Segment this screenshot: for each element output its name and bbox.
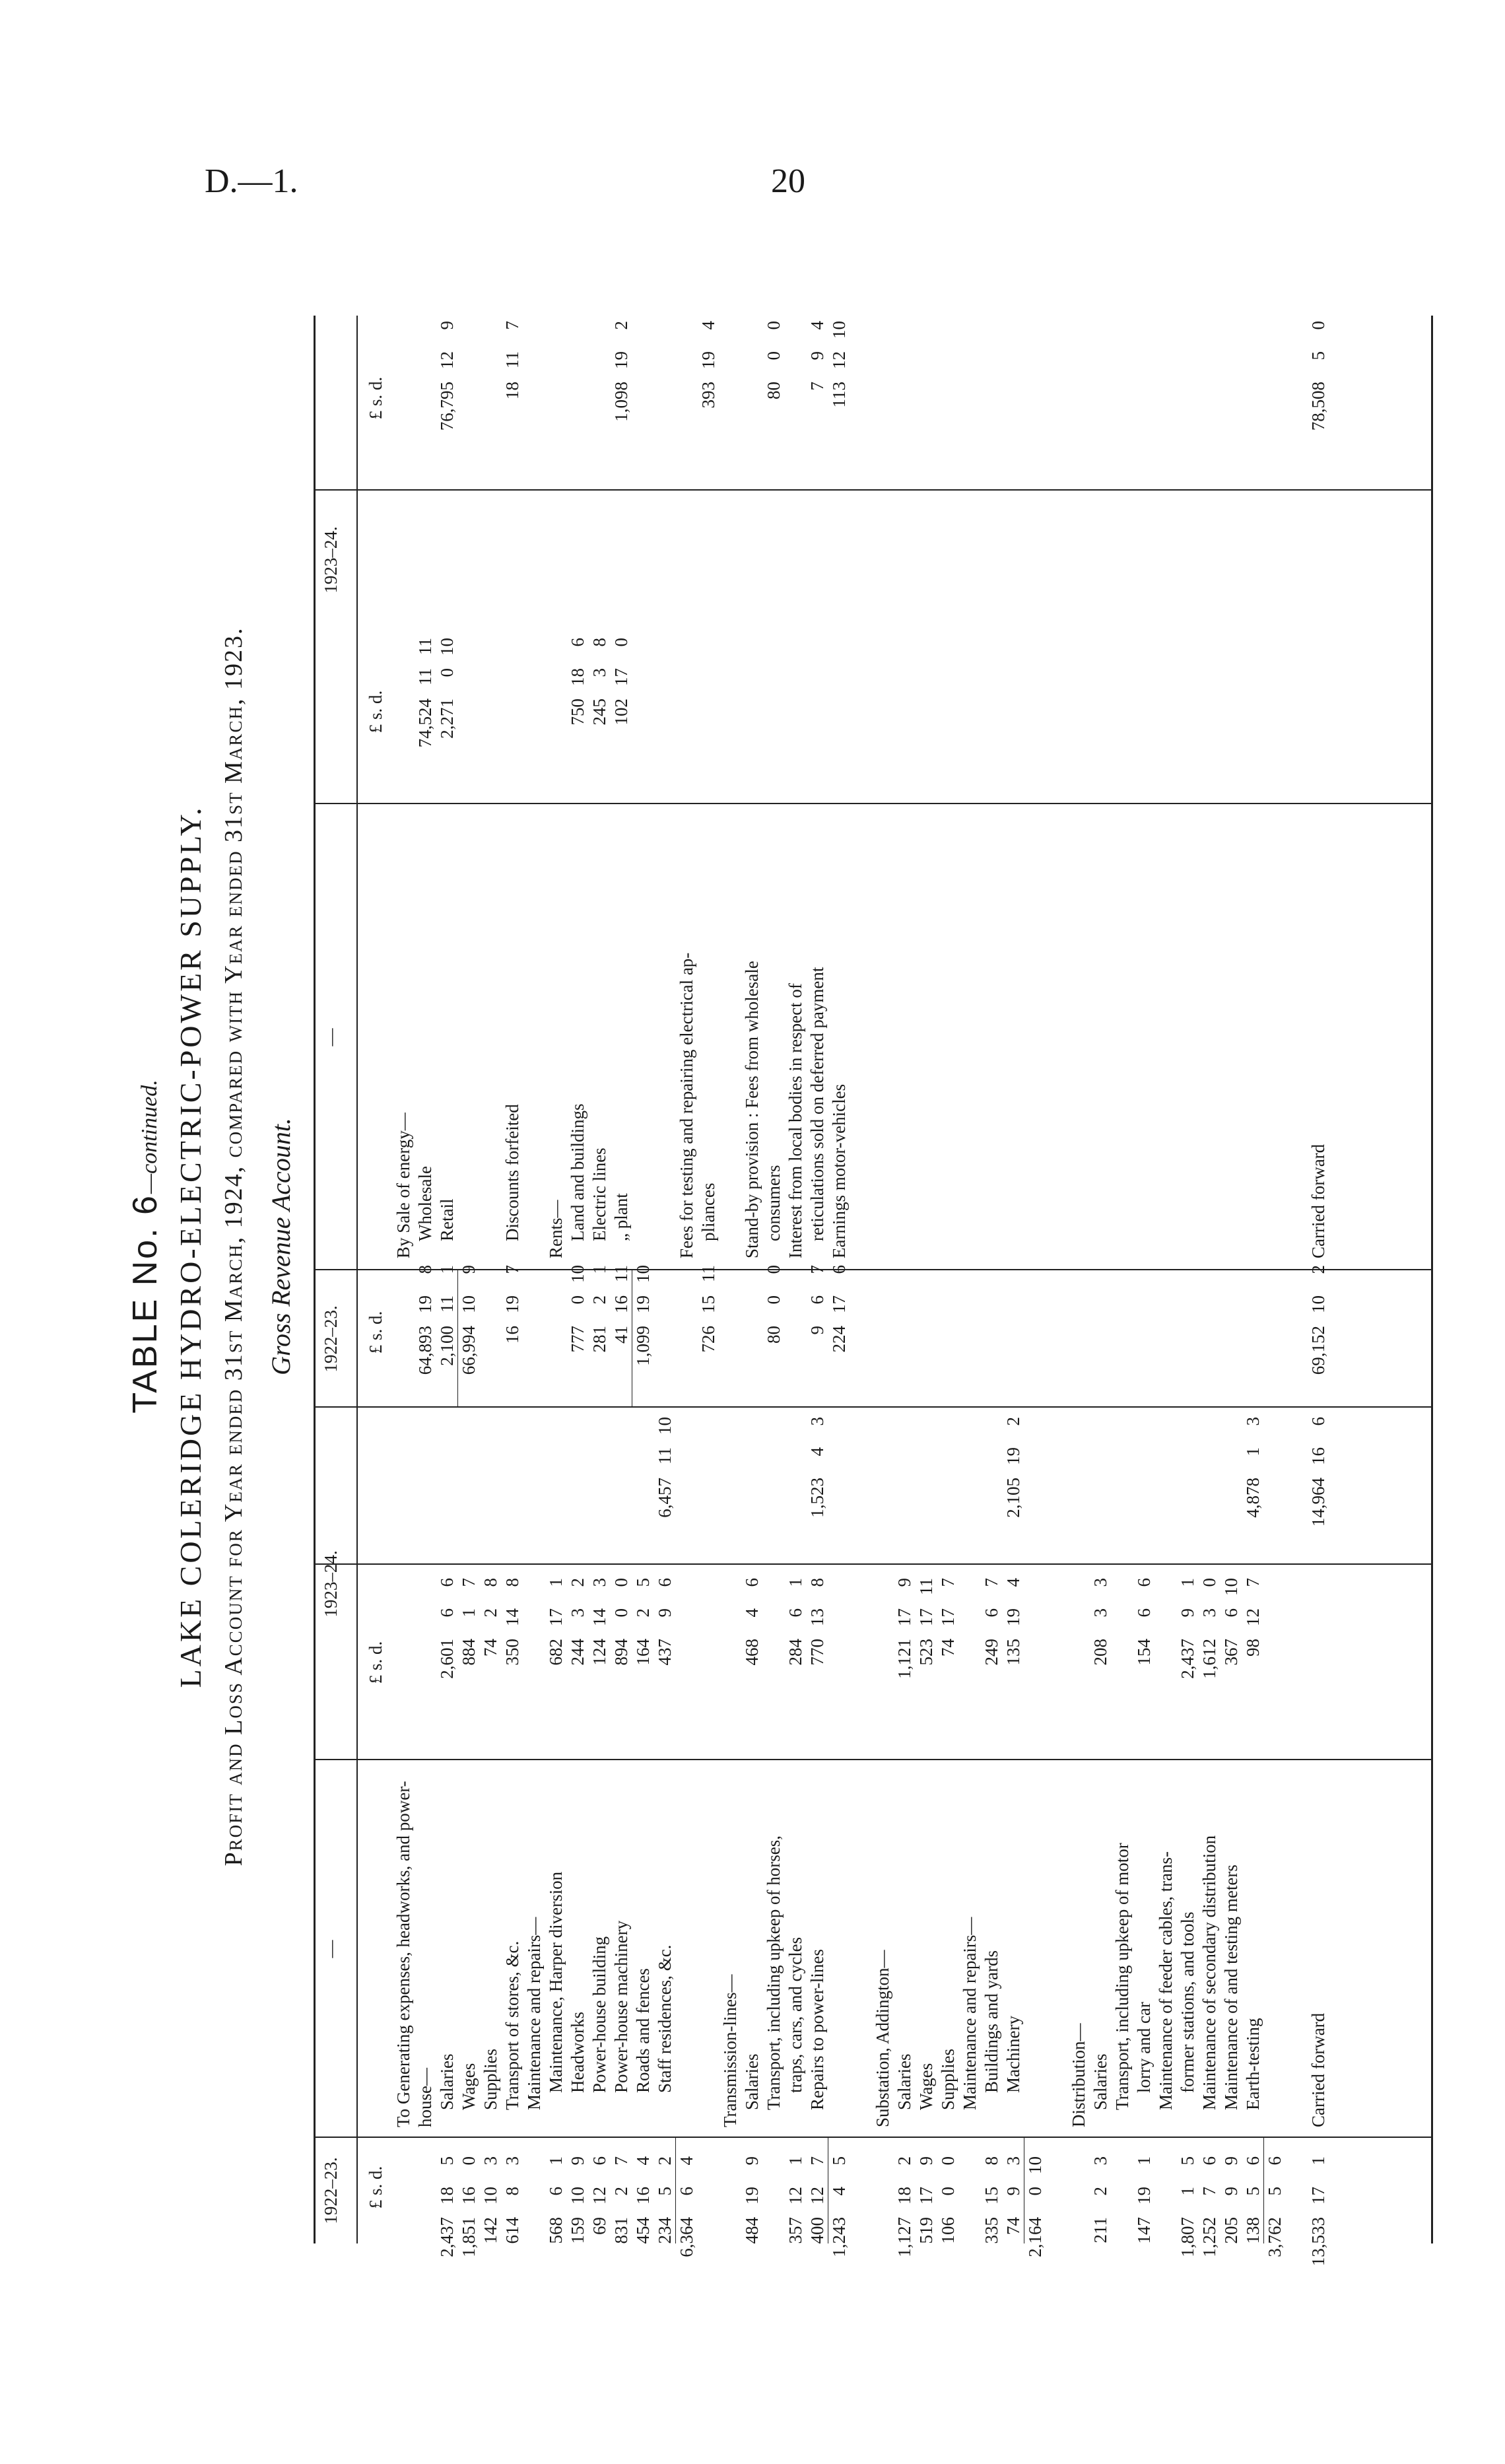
expenditure-prev-year-amount: 21123 [1090,2156,1110,2243]
expenditure-current-item-amount: 15466 [1134,1578,1154,1666]
income-row [589,316,609,2243]
income-row [1178,316,1197,2243]
expenditure-current-item-amount: 89400 [611,1578,631,1666]
income-prev-year-amount: 224176 [829,1265,849,1353]
expenditure-current-total-amount: 4,87813 [1243,1417,1263,1518]
income-row [916,316,936,2243]
expenditure-label: Power-house building [589,1936,609,2093]
income-row [1003,316,1023,2243]
expenditure-label: Buildings and yards [982,1950,1001,2093]
income-current-total-amount: 393194 [698,321,718,409]
expenditure-label: Transport, including upkeep of motor [1112,1843,1132,2110]
income-label: Discounts forfeited [502,1104,522,1241]
expenditure-label: Substation, Addington— [873,1950,892,2127]
expenditure-prev-year-amount: 7493 [1003,2156,1023,2235]
income-row [829,316,849,2243]
blank-header-left: — [321,1940,341,1958]
expenditure-current-item-amount: 124143 [589,1578,609,1666]
page-number: 20 [771,162,805,200]
income-prev-year-amount: 28121 [589,1265,609,1353]
income-prev-year-amount: 16197 [502,1265,522,1344]
income-row [459,316,479,2243]
lsd-unit-label: £ s. d. [366,1311,385,1354]
expenditure-subtotal-rule [675,2138,676,2243]
expenditure-label: Distribution— [1069,2023,1088,2127]
income-current-total-amount: 794 [807,321,827,391]
income-row [393,316,413,2243]
income-prev-year-amount: 2,100111 [437,1265,457,1366]
expenditure-prev-year-amount: 2,437185 [437,2156,457,2257]
expenditure-label: Salaries [742,2053,762,2110]
income-label: pliances [698,1182,718,1241]
income-row [698,316,718,2243]
income-subtotal-rule [457,1270,458,1408]
income-current-item-amount: 24538 [589,638,609,726]
expenditure-label: Maintenance of feeder cables, trans- [1156,1851,1176,2110]
income-row [742,316,762,2243]
prev-year-header-right: 1922–23. [321,1305,341,1373]
expenditure-label: Wages [916,2063,936,2110]
prev-year-header-left: 1922–23. [321,2157,341,2224]
expenditure-prev-year-amount: 454164 [633,2156,653,2244]
income-row [894,316,914,2243]
expenditure-current-item-amount: 2,60166 [437,1578,457,1679]
rotated-table-page [112,236,1432,2267]
expenditure-label: Maintenance and repairs— [960,1917,980,2110]
income-prev-year-amount: 1,0991910 [633,1265,653,1366]
expenditure-current-item-amount: 135194 [1003,1578,1023,1666]
expenditure-label: lorry and car [1134,2002,1154,2093]
income-prev-year-amount: 967 [807,1265,827,1335]
expenditure-label: Earth-testing [1243,2018,1263,2110]
expenditure-prev-year-amount: 519179 [916,2156,936,2244]
income-current-total-amount: 8000 [764,321,784,399]
income-prev-year-amount: 8000 [764,1265,784,1344]
expenditure-prev-year-amount: 1,80715 [1178,2156,1197,2257]
expenditure-current-item-amount: 43796 [655,1578,675,1666]
expenditure-prev-year-amount: 1,127182 [894,2156,914,2257]
income-row [982,316,1001,2243]
expenditure-prev-year-amount: 61483 [502,2156,522,2244]
expenditure-current-item-amount: 16425 [633,1578,653,1666]
expenditure-label: Maintenance and repairs— [524,1917,544,2110]
expenditure-current-item-amount: 5231711 [916,1578,936,1666]
income-current-item-amount: 74,5241111 [415,638,435,748]
expenditure-current-item-amount: 24432 [568,1578,587,1666]
income-row [1199,316,1219,2243]
expenditure-label: Transmission-lines— [720,1974,740,2127]
income-label: Land and buildings [568,1103,587,1241]
income-label: Stand-by provision : Fees from wholesale [742,961,762,1258]
expenditure-current-item-amount: 350148 [502,1578,522,1666]
expenditure-label: Carried forward [1308,2012,1328,2127]
expenditure-current-item-amount: 1,121179 [894,1578,914,1679]
income-label: reticulations sold on deferred payment [807,967,827,1241]
account-name: Gross Revenue Account. [266,1118,296,1375]
expenditure-label: Supplies [481,2048,500,2110]
income-label: consumers [764,1165,784,1241]
expenditure-prev-year-amount: 2,164010 [1025,2156,1045,2257]
table-title-text: TABLE No. 6 [126,1194,164,1414]
income-prev-year-amount: 7261511 [698,1265,718,1353]
expenditure-label: house— [415,2068,435,2127]
income-label: By Sale of energy— [393,1112,413,1258]
income-current-item-amount: 102170 [611,638,631,726]
expenditure-label: Power-house machinery [611,1920,631,2093]
income-row [720,316,740,2243]
expenditure-current-item-amount: 74177 [938,1578,958,1657]
income-row [546,316,566,2243]
expenditure-current-item-amount: 88417 [459,1578,479,1666]
blank-header-right: — [321,1028,341,1046]
expenditure-prev-year-amount: 56861 [546,2156,566,2244]
expenditure-prev-year-amount: 1,24345 [829,2156,849,2257]
expenditure-label: former stations, and tools [1178,1911,1197,2093]
income-row [1243,316,1263,2243]
income-label: Interest from local bodies in respect of [786,983,805,1258]
expenditure-prev-year-amount: 159109 [568,2156,587,2244]
income-current-total-amount: 78,50850 [1308,321,1328,431]
lsd-unit-label: £ s. d. [366,376,385,420]
income-current-total-amount: 1131210 [829,321,849,408]
income-row [1287,316,1306,2243]
document-reference: D.—1. [205,162,298,200]
income-current-total-amount: 1,098192 [611,321,631,422]
income-label: Earnings motor-vehicles [829,1083,849,1258]
income-row [1156,316,1176,2243]
income-prev-year-amount: 777010 [568,1265,587,1353]
expenditure-current-item-amount: 770138 [807,1578,827,1666]
expenditure-current-total-amount: 1,52343 [807,1417,827,1518]
expenditure-prev-year-amount: 357121 [786,2156,805,2244]
income-row [677,316,696,2243]
income-current-item-amount: 750186 [568,638,587,726]
income-row [524,316,544,2243]
ledger-table [314,316,1433,2267]
income-row [1221,316,1241,2243]
income-label: Fees for testing and repairing electrical ap- [677,952,696,1258]
expenditure-current-item-amount: 46846 [742,1578,762,1666]
lsd-unit-label: £ s. d. [366,1641,385,1684]
expenditure-current-item-amount: 24967 [982,1578,1001,1666]
organisation-title: LAKE COLERIDGE HYDRO-ELECTRIC-POWER SUPPLY. [174,805,207,1688]
income-label: „ plant [611,1193,631,1241]
income-current-total-amount: 76,795129 [437,321,457,431]
expenditure-label: Maintenance of secondary distribution [1199,1835,1219,2110]
income-row [1308,316,1328,2243]
income-row [1025,316,1045,2243]
expenditure-label: Machinery [1003,2016,1023,2093]
expenditure-prev-year-amount: 13856 [1243,2156,1263,2244]
expenditure-prev-year-amount: 142103 [481,2156,500,2244]
income-row [568,316,587,2243]
expenditure-label: Supplies [938,2048,958,2110]
cur-year-header-right: 1923–24. [321,526,341,594]
expenditure-current-item-amount: 7428 [481,1578,500,1657]
expenditure-prev-year-amount: 6,36464 [677,2156,696,2257]
income-row [633,316,653,2243]
income-row [807,316,827,2243]
income-current-total-amount: 18117 [502,321,522,399]
income-label: Wholesale [415,1166,435,1241]
income-prev-year-amount: 66,994109 [459,1265,479,1375]
expenditure-label: traps, cars, and cycles [786,1936,805,2093]
income-current-item-amount: 2,271010 [437,638,457,739]
expenditure-prev-year-amount: 69126 [589,2156,609,2235]
income-label: Carried forward [1308,1144,1328,1258]
expenditure-current-item-amount: 20833 [1090,1578,1110,1666]
expenditure-current-total-amount: 2,105192 [1003,1417,1023,1518]
income-row [764,316,784,2243]
income-row [502,316,522,2243]
expenditure-label: Transport of stores, &c. [502,1940,522,2110]
table-title [125,236,165,2257]
expenditure-label: Maintenance, Harper diversion [546,1871,566,2093]
expenditure-prev-year-amount: 23452 [655,2156,675,2244]
income-row [1069,316,1088,2243]
lsd-unit-label: £ s. d. [366,2166,385,2209]
income-row [786,316,805,2243]
expenditure-current-item-amount: 367610 [1221,1578,1241,1666]
expenditure-label: Salaries [437,2053,457,2110]
income-row [960,316,980,2243]
expenditure-label: Repairs to power-lines [807,1949,827,2110]
expenditure-current-item-amount: 682171 [546,1578,566,1666]
income-row [1047,316,1067,2243]
expenditure-prev-year-amount: 3,76256 [1265,2156,1285,2257]
income-prev-year-amount: 64,893198 [415,1265,435,1375]
expenditure-label: To Generating expenses, headworks, and power- [393,1781,413,2127]
income-label: Retail [437,1198,457,1241]
expenditure-label: Salaries [1090,2053,1110,2110]
expenditure-prev-year-amount: 1,25276 [1199,2156,1219,2257]
expenditure-subtotal-rule [1263,2138,1264,2243]
expenditure-prev-year-amount: 1,851160 [459,2156,479,2257]
expenditure-current-item-amount: 28461 [786,1578,805,1666]
continued-label: —continued. [137,1079,162,1194]
expenditure-current-item-amount: 1,61230 [1199,1578,1219,1679]
header-rule [356,316,358,2243]
account-subtitle: Profit and Loss Account for Year ended 31st March, 1924, compared with Year ended 31st March, 1923. [220,627,248,1866]
expenditure-current-total-amount: 6,4571110 [655,1417,675,1518]
income-row [415,316,435,2243]
income-row [1265,316,1285,2243]
income-prev-year-amount: 411611 [611,1265,631,1344]
income-row [938,316,958,2243]
expenditure-prev-year-amount: 335158 [982,2156,1001,2244]
lsd-unit-label: £ s. d. [366,690,385,734]
income-row [1090,316,1110,2243]
income-prev-year-amount: 69,152102 [1308,1265,1328,1375]
income-label: Rents— [546,1200,566,1258]
expenditure-label: Salaries [894,2053,914,2110]
expenditure-prev-year-amount: 400127 [807,2156,827,2244]
expenditure-label: Headworks [568,2012,587,2093]
expenditure-current-total-amount: 14,964166 [1308,1417,1328,1527]
income-row [851,316,871,2243]
expenditure-label: Staff residences, &c. [655,1944,675,2093]
income-label: Electric lines [589,1147,609,1241]
expenditure-prev-year-amount: 83127 [611,2156,631,2244]
expenditure-prev-year-amount: 484199 [742,2156,762,2244]
expenditure-current-item-amount: 2,43791 [1178,1578,1197,1679]
income-row [873,316,892,2243]
expenditure-label: Wages [459,2063,479,2110]
income-row [1112,316,1132,2243]
cur-year-header-left: 1923–24. [321,1550,341,1618]
income-row [1134,316,1154,2243]
expenditure-prev-year-amount: 10600 [938,2156,958,2244]
expenditure-prev-year-amount: 13,533171 [1308,2156,1328,2267]
expenditure-prev-year-amount: 20599 [1221,2156,1241,2244]
expenditure-prev-year-amount: 147191 [1134,2156,1154,2244]
expenditure-label: Maintenance of and testing meters [1221,1865,1241,2110]
income-row [655,316,675,2243]
expenditure-label: Roads and fences [633,1968,653,2093]
income-row [437,316,457,2243]
expenditure-label: Transport, including upkeep of horses, [764,1835,784,2110]
income-row [481,316,500,2243]
expenditure-current-item-amount: 98127 [1243,1578,1263,1657]
income-row [611,316,631,2243]
